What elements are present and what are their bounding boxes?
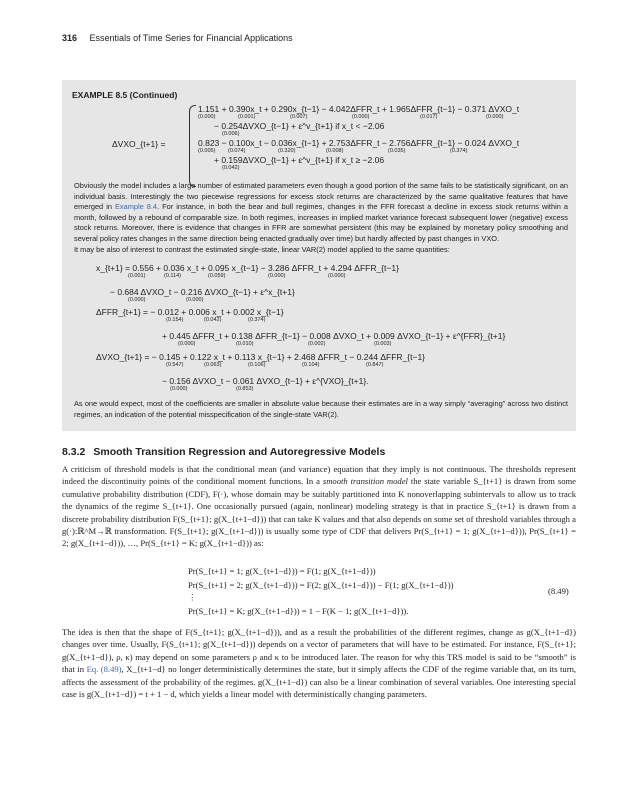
std-error: (0.063) bbox=[204, 362, 222, 368]
example-title: EXAMPLE 8.5 (Continued) bbox=[72, 90, 178, 100]
std-error: (0.000) bbox=[128, 297, 146, 303]
regime-eq-row-4: + 0.159ΔVXO_{t−1} + ε^v_{t+1} if x_t ≥ −2.06 bbox=[214, 155, 385, 165]
var-eq-vxo-1: ΔVXO_{t+1} = − 0.145 + 0.122 x_t + 0.113 x_{t−1} + 2.468 ΔFFR_t − 0.244 ΔFFR_{t−1} bbox=[96, 352, 426, 362]
std-error: (0.001) bbox=[238, 114, 256, 120]
example-paragraph-2: It may be also of interest to contrast the estimated single-state, linear VAR(2) model applied to the same quantities: bbox=[74, 245, 450, 254]
std-error: (0.320) bbox=[278, 148, 296, 154]
equation-number: (8.49) bbox=[548, 586, 569, 596]
regime-eq-row-2: − 0.254ΔVXO_{t−1} + ε^v_{t+1} if x_t < −2.06 bbox=[214, 121, 385, 131]
std-error: (0.000) bbox=[178, 341, 196, 347]
std-error: (0.000) bbox=[198, 114, 216, 120]
std-error: (0.000) bbox=[486, 114, 504, 120]
std-error: (0.853) bbox=[236, 386, 254, 392]
body-paragraph-2: The idea is then that the shape of F(S_{t+1}; g(X_{t+1−d})), and as a result the probabilities of the different regimes, change as g(X_{t+1−d}) changes over time. Usually, F(S_{t+1}; g(X_{t+1−d})) depends on a vector of parameters that will have to be estimated. For instance, F(S_{t+1}; g(X_{t+1−d}), ρ, κ) may depend on some parameters ρ and κ to be introduced later. The reason for why this TRS model is said to be “smooth” is that in Eq. (8.49), X_{t+1−d} no longer deterministically determines the state, but it simply affects the CDF of the regime variable that, on its turn, affects the assessment of the probability of the regimes. g(X_{t+1−d}) can also be a linear combination of several variables. One interesting special case is g(X_{t+1−d}) = t + 1 − d, which yields a linear model with deterministically changing parameters. bbox=[62, 627, 577, 700]
std-error: (0.547) bbox=[166, 362, 184, 368]
std-error: (0.017) bbox=[420, 114, 438, 120]
example-paragraph-1: Obviously the model includes a large number of estimated parameters even though a good portion of the same fails to be statistically significant, on an individual basis. Interestingly the two piecewise regressions for excess stock returns are characterized by the same qualitative features that have emerged in Example 8.4. For instance, in both the bear and bull regimes, changes in the FFR forecast a decline in excess stock returns within a month, followed by a rebound of comparable size. In both regimes, increases in implied market variance forecast subsequent lower (negative) excess stock returns. Moreover, there is evidence that changes in FFR are somewhat persistent (this may be explained by monetary policy smoothing and several policy rates changes in the same direction being enacted gradually over time) but hardly affected by past changes in VXO. bbox=[74, 181, 568, 243]
eq-8-49-link[interactable]: Eq. (8.49) bbox=[86, 664, 122, 675]
std-error: (0.106) bbox=[248, 362, 266, 368]
equation-line-1: Pr(S_{t+1} = 1; g(X_{t+1−d})) = F(1; g(X_{t+1−d})) bbox=[188, 566, 376, 576]
std-error: (0.847) bbox=[366, 362, 384, 368]
std-error: (0.007) bbox=[290, 114, 308, 120]
std-error: (0.374) bbox=[450, 148, 468, 154]
book-title: Essentials of Time Series for Financial Applications bbox=[89, 33, 293, 43]
std-error: (0.010) bbox=[236, 341, 254, 347]
regime-eq-row-3: 0.823 − 0.100x_t − 0.036x_{t−1} + 2.753ΔFFR_t − 2.756ΔFFR_{t−1} − 0.024 ΔVXO_t bbox=[198, 138, 520, 148]
std-error: (0.374) bbox=[248, 317, 266, 323]
std-error: (0.005) bbox=[198, 148, 216, 154]
std-error: (0.114) bbox=[164, 273, 182, 279]
section-title: Smooth Transition Regression and Autoregressive Models bbox=[93, 446, 386, 458]
equation-line-2: Pr(S_{t+1} = 2; g(X_{t+1−d})) = F(2; g(X_{t+1−d})) − F(1; g(X_{t+1−d})) bbox=[188, 580, 454, 590]
section-number: 8.3.2 bbox=[62, 446, 86, 458]
example-8-4-link[interactable]: Example 8.4 bbox=[114, 202, 158, 212]
std-error: (0.104) bbox=[302, 362, 320, 368]
std-error: (0.059) bbox=[208, 273, 226, 279]
std-error: (0.000) bbox=[186, 297, 204, 303]
std-error: (0.000) bbox=[268, 273, 286, 279]
std-error: (0.000) bbox=[328, 273, 346, 279]
std-error: (0.154) bbox=[166, 317, 184, 323]
page-number: 316 bbox=[62, 33, 78, 43]
std-error: (0.002) bbox=[308, 341, 326, 347]
std-error: (0.006) bbox=[222, 131, 240, 137]
var-eq-x-2: − 0.684 ΔVXO_t − 0.216 ΔVXO_{t−1} + ε^x_{t+1} bbox=[110, 287, 295, 297]
example-lhs: ΔVXO_{t+1} = bbox=[112, 139, 166, 149]
var-eq-vxo-2: − 0.156 ΔVXO_t − 0.061 ΔVXO_{t−1} + ε^{VXO}_{t+1}. bbox=[162, 376, 369, 386]
std-error: (0.008) bbox=[326, 148, 344, 154]
std-error: (0.000) bbox=[352, 114, 370, 120]
regime-eq-row-1: 1.151 + 0.390x_t + 0.290x_{t−1} − 4.042ΔFFR_t + 1.965ΔFFR_{t−1} − 0.371 ΔVXO_t bbox=[198, 104, 520, 114]
body-paragraph-1: A criticism of threshold models is that the conditional mean (and variance) equation that they imply is not continuous. The thresholds represent indeed the discontinuity points of the conditional moment functions. In a smooth transition model the state variable S_{t+1} is drawn from some cumulative probability distribution (CDF), F(·), whose domain may be suitably partitioned into K nonoverlapping subintervals to allow us to track the dynamics of the regime S_{t+1}. One occasionally pursued (again, nonlinear) modeling strategy is that in practice S_{t+1} is drawn from a discrete probability distribution F(S_{t+1}; g(X_{t+1−d})) that can take K values and that also depends on some set of threshold variables through a g(·):ℝ^M→ℝ transformation. F(S_{t+1}; g(X_{t+1−d})) is usually some type of CDF that delivers Pr(S_{t+1} = 1; g(X_{t+1−d})), Pr(S_{t+1} = 2; g(X_{t+1−d})), …, Pr(S_{t+1} = K; g(X_{t+1−d})) as: bbox=[62, 464, 576, 549]
std-error: (0.035) bbox=[388, 148, 406, 154]
var-eq-ffr-1: ΔFFR_{t+1} = − 0.012 + 0.006 x_t + 0.002 x_{t−1} bbox=[96, 307, 284, 317]
section-heading bbox=[62, 446, 385, 458]
std-error: (0.042) bbox=[222, 165, 240, 171]
example-paragraph-3: As one would expect, most of the coefficients are smaller in absolute value because their estimates are in a way simply “averaging” across two distinct regimes, an indication of the potential misspecification of the single-state VAR(2). bbox=[74, 399, 568, 419]
var-eq-x-1: x_{t+1} = 0.556 + 0.036 x_t + 0.095 x_{t−1} − 3.286 ΔFFR_t + 4.294 ΔFFR_{t−1} bbox=[96, 263, 399, 273]
emphasis-term: smooth transition model bbox=[322, 476, 408, 487]
std-error: (0.074) bbox=[228, 148, 246, 154]
running-header bbox=[62, 33, 293, 43]
equation-line-4: Pr(S_{t+1} = K; g(X_{t+1−d})) = 1 − F(K − 1; g(X_{t+1−d})). bbox=[188, 606, 409, 616]
piecewise-brace bbox=[189, 105, 196, 187]
std-error: (0.000) bbox=[170, 386, 188, 392]
std-error: (0.003) bbox=[374, 341, 392, 347]
std-error: (0.001) bbox=[128, 273, 146, 279]
var-eq-ffr-2: + 0.445 ΔFFR_t + 0.138 ΔFFR_{t−1} − 0.008 ΔVXO_t + 0.009 ΔVXO_{t−1} + ε^{FFR}_{t+1} bbox=[162, 331, 506, 341]
std-error: (0.042) bbox=[204, 317, 222, 323]
equation-line-3: ⋮ bbox=[188, 592, 197, 602]
